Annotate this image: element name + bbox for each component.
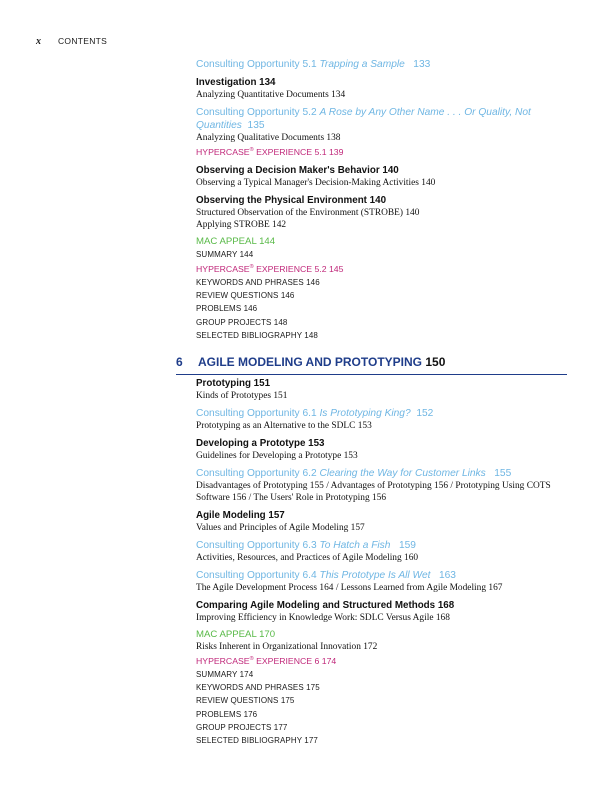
toc-co-title: Trapping a Sample <box>319 59 405 70</box>
registered-mark: ® <box>249 656 254 662</box>
toc-consulting-opportunity-6-1[interactable] <box>196 407 568 420</box>
toc-co-prefix: Consulting Opportunity 6.3 <box>196 540 320 551</box>
toc-group-projects-6[interactable]: GROUP PROJECTS 177 <box>196 722 288 732</box>
toc-co-prefix: Consulting Opportunity 6.4 <box>196 570 320 581</box>
toc-bibliography-6[interactable]: SELECTED BIBLIOGRAPHY 177 <box>196 735 318 745</box>
toc-summary-6[interactable]: SUMMARY 174 <box>196 669 254 679</box>
chapter-6-heading[interactable] <box>176 353 567 375</box>
toc-co-title: This Prototype Is All Wet <box>319 570 431 581</box>
toc-sub-disadvantages[interactable]: Disadvantages of Prototyping 155 / Advantages of Prototyping 156 / Prototyping Using COTS Software 156 / The Users' Role in Prototyping 156 <box>196 481 551 503</box>
toc-co-page: 155 <box>494 468 512 479</box>
toc-sub-values-principles[interactable]: Values and Principles of Agile Modeling 157 <box>196 523 365 533</box>
toc-review-5[interactable]: REVIEW QUESTIONS 146 <box>196 291 295 301</box>
hypercase-rest: EXPERIENCE 5.2 145 <box>253 263 344 274</box>
toc-co-prefix: Consulting Opportunity 6.2 <box>196 468 320 479</box>
toc-sub-efficiency[interactable]: Improving Efficiency in Knowledge Work: SDLC Versus Agile 168 <box>196 613 450 623</box>
toc-sub-kinds-of-prototypes[interactable]: Kinds of Prototypes 151 <box>196 391 288 401</box>
toc-section-observing-decision-maker[interactable]: Observing a Decision Maker's Behavior 140 <box>196 164 399 176</box>
toc-co-page: 152 <box>416 408 434 419</box>
toc-keywords-6[interactable]: KEYWORDS AND PHRASES 175 <box>196 683 320 693</box>
toc-bibliography-5[interactable]: SELECTED BIBLIOGRAPHY 148 <box>196 330 318 340</box>
chapter-page: 150 <box>422 355 446 369</box>
toc-block-chapter5-cont <box>196 58 568 342</box>
chapter-number: 6 <box>176 355 183 369</box>
toc-co-title: Clearing the Way for Customer Links <box>319 468 486 479</box>
hypercase-rest: EXPERIENCE 5.1 139 <box>253 146 344 157</box>
toc-section-developing-prototype[interactable]: Developing a Prototype 153 <box>196 438 325 449</box>
toc-consulting-opportunity-5-2[interactable] <box>196 106 568 132</box>
toc-section-comparing[interactable]: Comparing Agile Modeling and Structured Methods 168 <box>196 600 455 611</box>
toc-section-agile-modeling[interactable]: Agile Modeling 157 <box>196 510 285 521</box>
running-head-label: CONTENTS <box>57 36 108 46</box>
toc-co-prefix: Consulting Opportunity 5.1 <box>196 59 320 70</box>
toc-keywords-5[interactable]: KEYWORDS AND PHRASES 146 <box>196 277 320 287</box>
toc-sub-applying-strobe[interactable]: Applying STROBE 142 <box>196 219 287 230</box>
toc-hypercase-5-2[interactable] <box>196 261 568 276</box>
toc-sub-quantitative[interactable]: Analyzing Quantitative Documents 134 <box>196 90 346 100</box>
toc-sub-alternative-sdlc[interactable]: Prototyping as an Alternative to the SDLC 153 <box>196 421 372 431</box>
toc-problems-5[interactable]: PROBLEMS 146 <box>196 304 258 314</box>
running-head <box>36 36 107 47</box>
toc-co-page: 133 <box>413 59 431 70</box>
chapter-title: AGILE MODELING AND PROTOTYPING <box>198 355 423 369</box>
toc-section-investigation[interactable]: Investigation 134 <box>196 77 276 88</box>
page-number: x <box>36 36 42 47</box>
toc-sub-guidelines[interactable]: Guidelines for Developing a Prototype 153 <box>196 451 358 461</box>
toc-co-page: 163 <box>438 570 456 581</box>
toc-consulting-opportunity-5-1[interactable] <box>196 58 568 71</box>
registered-mark: ® <box>249 264 254 271</box>
toc-hypercase-6[interactable] <box>196 653 568 668</box>
toc-sub-risks[interactable]: Risks Inherent in Organizational Innovation 172 <box>196 642 378 652</box>
toc-co-title: A Rose by Any Other Name . . . Or Quality, Not Quantities <box>196 107 531 131</box>
toc-summary-5[interactable]: SUMMARY 144 <box>196 249 254 259</box>
toc-section-prototyping[interactable]: Prototyping 151 <box>196 378 271 389</box>
toc-sub-observing-manager[interactable]: Observing a Typical Manager's Decision-Making Activities 140 <box>196 177 436 188</box>
hypercase-label: HYPERCASE <box>196 263 250 274</box>
hypercase-label: HYPERCASE <box>196 146 250 157</box>
toc-co-prefix: Consulting Opportunity 5.2 <box>196 107 320 118</box>
registered-mark: ® <box>249 147 254 153</box>
hypercase-label: HYPERCASE <box>196 655 250 666</box>
toc-consulting-opportunity-6-3[interactable] <box>196 539 568 552</box>
toc-block-chapter6 <box>196 377 568 747</box>
toc-co-page: 135 <box>247 120 265 131</box>
toc-hypercase-5-1[interactable] <box>196 144 568 159</box>
toc-review-6[interactable]: REVIEW QUESTIONS 175 <box>196 696 295 706</box>
toc-sub-activities[interactable]: Activities, Resources, and Practices of Agile Modeling 160 <box>196 553 419 563</box>
toc-sub-agile-process[interactable]: The Agile Development Process 164 / Lessons Learned from Agile Modeling 167 <box>196 583 503 593</box>
toc-mac-appeal-6[interactable]: MAC APPEAL 170 <box>196 629 276 640</box>
toc-co-page: 159 <box>398 540 416 551</box>
hypercase-rest: EXPERIENCE 6 174 <box>253 655 337 666</box>
toc-consulting-opportunity-6-4[interactable] <box>196 569 568 582</box>
toc-sub-strobe[interactable]: Structured Observation of the Environment (STROBE) 140 <box>196 207 420 218</box>
toc-consulting-opportunity-6-2[interactable] <box>196 467 568 480</box>
toc-mac-appeal-5[interactable]: MAC APPEAL 144 <box>196 235 276 247</box>
toc-section-observing-environment[interactable]: Observing the Physical Environment 140 <box>196 194 387 206</box>
toc-co-title: Is Prototyping King? <box>319 408 411 419</box>
toc-sub-qualitative[interactable]: Analyzing Qualitative Documents 138 <box>196 133 341 143</box>
toc-problems-6[interactable]: PROBLEMS 176 <box>196 709 258 719</box>
toc-co-title: To Hatch a Fish <box>319 540 391 551</box>
toc-co-prefix: Consulting Opportunity 6.1 <box>196 408 320 419</box>
toc-group-projects-5[interactable]: GROUP PROJECTS 148 <box>196 317 288 327</box>
